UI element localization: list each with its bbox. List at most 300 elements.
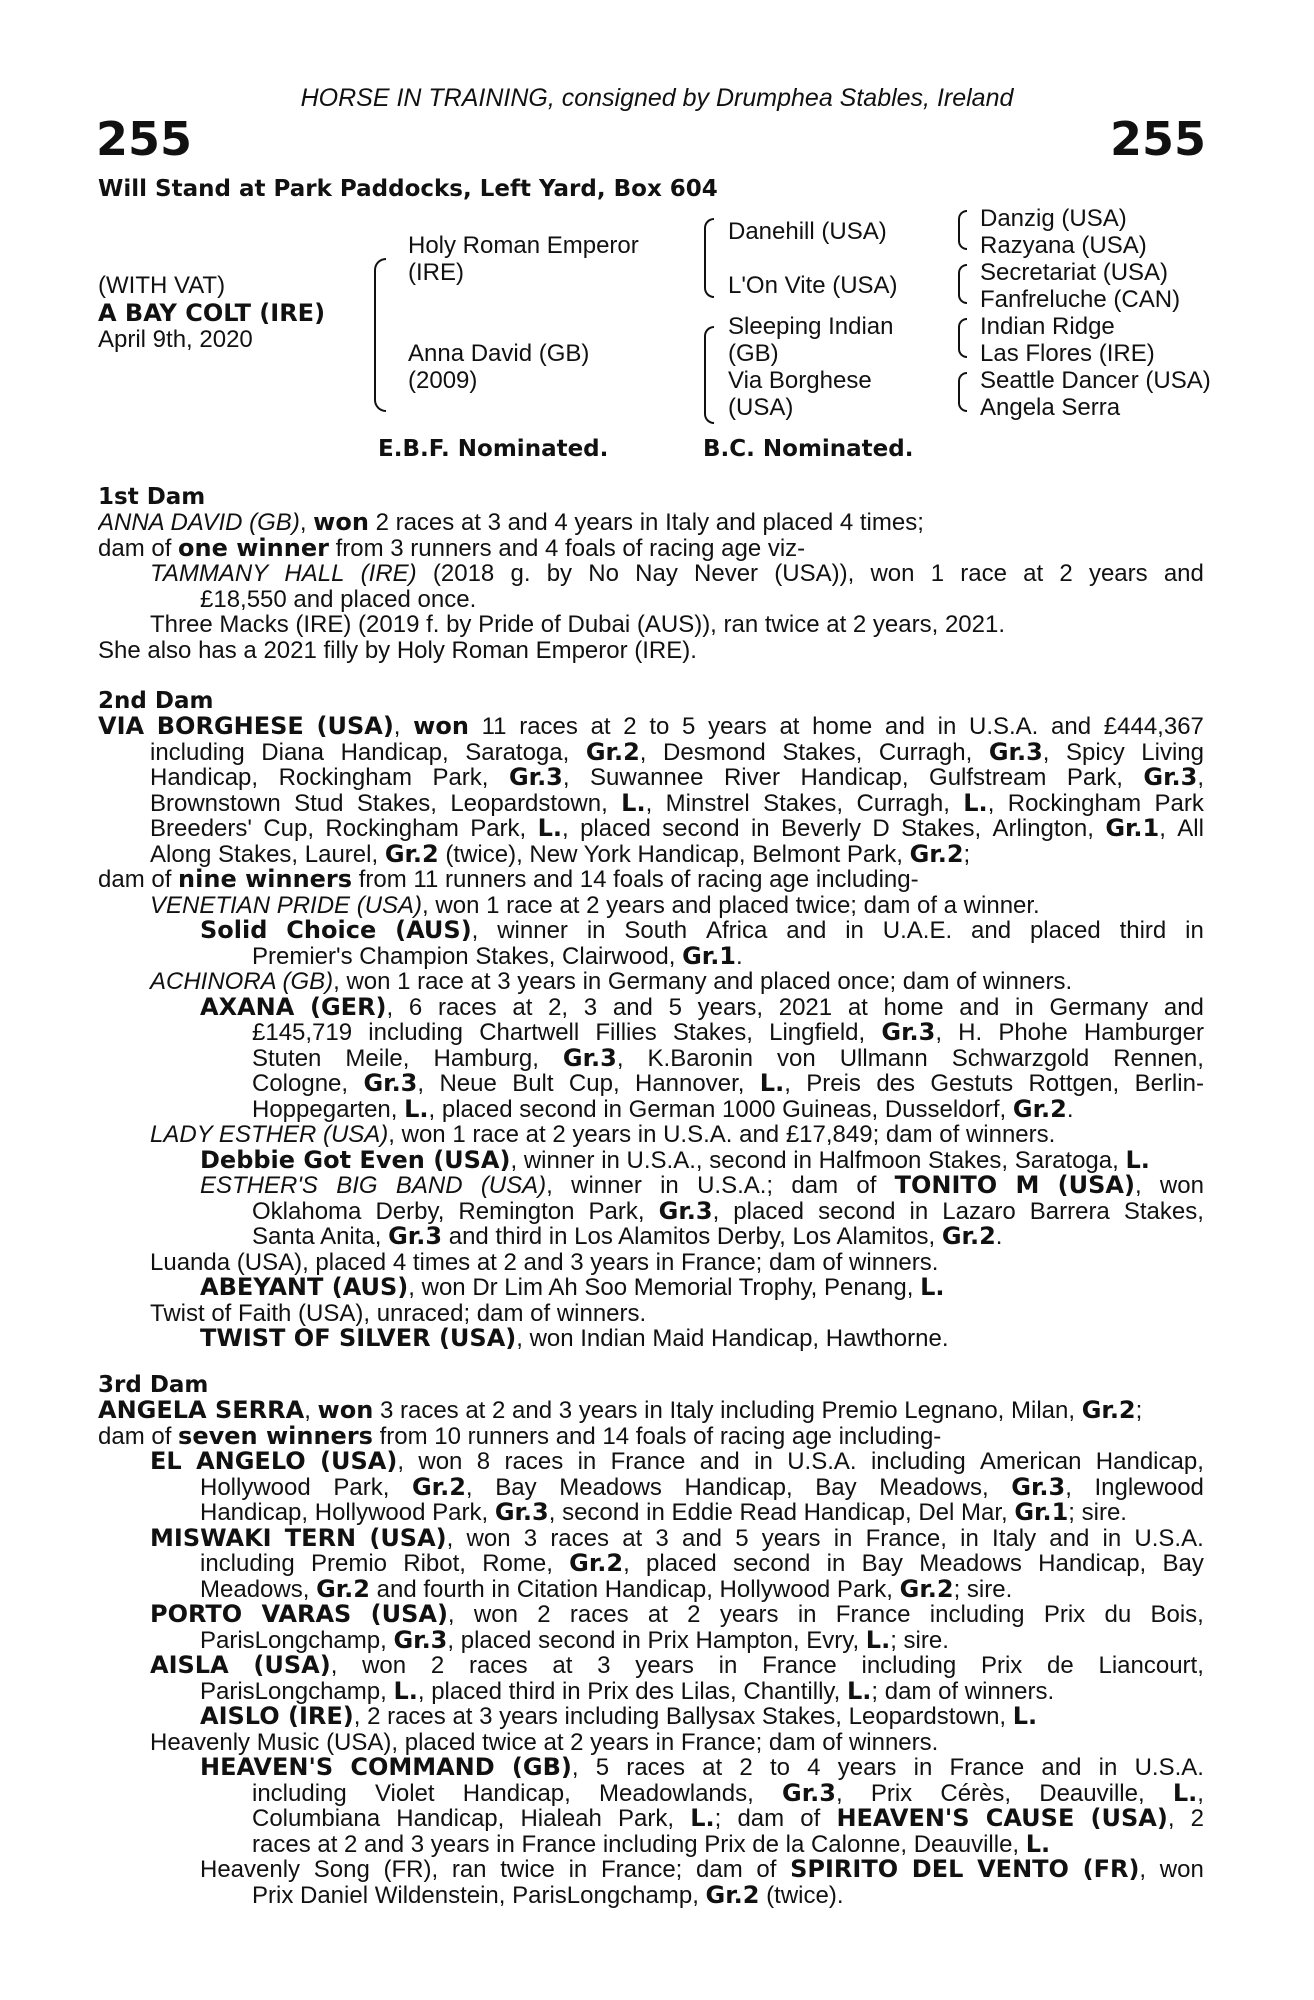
text-segment: (twice).	[759, 1882, 844, 1908]
text-segment: Premier's Champion Stakes, Clairwood,	[252, 943, 683, 969]
bold-text: TWIST OF SILVER (USA)	[200, 1326, 517, 1352]
entry-line	[98, 1628, 1204, 1654]
word-group	[1058, 1173, 1142, 1199]
text-segment: Preis	[806, 1071, 861, 1097]
dam-name: Anna David (GB) (2009)	[408, 340, 590, 394]
entry-line	[98, 1551, 1204, 1577]
entry-line	[98, 1301, 1204, 1327]
text-segment: Handicap,	[462, 1780, 571, 1806]
bold-text: Gr.2	[411, 1474, 466, 1500]
text-segment: won	[870, 561, 915, 587]
text-segment: ,	[1167, 1806, 1175, 1832]
bold-text: M	[1015, 1173, 1040, 1199]
text-segment: and	[959, 994, 1000, 1020]
text-segment: 2	[623, 714, 637, 740]
word-group	[538, 816, 569, 842]
text-segment: Park,	[618, 1806, 675, 1832]
text-segment: including	[150, 739, 245, 765]
text-segment: Stakes,	[782, 739, 863, 765]
text-segment: ,	[1159, 816, 1166, 842]
bold-text: COMMAND	[350, 1755, 495, 1781]
entry-line	[98, 536, 1204, 562]
bold-text: VENTO	[977, 1857, 1069, 1883]
text-segment: Ullmann	[839, 1045, 928, 1071]
lot-number-right: 255	[1109, 112, 1206, 166]
text-segment: ,	[1134, 1173, 1142, 1199]
text-segment: Handicap,	[340, 739, 449, 765]
text-segment: U.S.A.	[787, 1449, 857, 1475]
word-group	[1105, 816, 1166, 842]
text-segment: Berlin-	[1134, 1071, 1204, 1097]
granddam-maternal: Via Borghese (USA)	[728, 367, 872, 421]
bold-text: (USA)	[320, 1449, 398, 1475]
text-segment: 1	[930, 561, 945, 587]
text-segment: Park,	[432, 765, 489, 791]
text-segment: ,	[1197, 765, 1204, 791]
bold-text: L.	[865, 1627, 891, 1653]
text-segment: South	[624, 918, 688, 944]
text-segment: winner	[571, 1173, 642, 1199]
text-segment: ,	[1065, 1474, 1072, 1500]
ebf-nomination: E.B.F. Nominated.	[378, 436, 609, 462]
text-segment: Remington	[458, 1198, 575, 1224]
grandsire-maternal: Sleeping Indian (GB)	[728, 313, 894, 367]
text-segment: 2	[1190, 1806, 1204, 1832]
text-segment: ; sire.	[953, 1576, 1013, 1602]
text-segment: Meadows	[919, 1551, 1022, 1577]
bold-text: L.	[393, 1678, 418, 1704]
sire-name: Holy Roman Emperor (IRE)	[408, 232, 639, 286]
text-segment: Nay	[635, 561, 678, 587]
text-segment: Chartwell	[479, 1020, 580, 1046]
text-segment: races at 2 and 3 years in France including Prix de la Calonne, Deauville,	[252, 1831, 1026, 1857]
text-segment: 2 races at 3 and 4 years in Italy and placed 4 times;	[368, 510, 924, 536]
text-segment: in	[718, 1653, 738, 1679]
text-segment: Heavenly	[200, 1857, 301, 1883]
bold-text: Gr.3	[782, 1780, 836, 1806]
text-segment: 4	[807, 1755, 821, 1781]
entry-line	[98, 612, 1204, 638]
text-segment: Beverly	[781, 816, 862, 842]
text-segment: Santa Anita,	[252, 1224, 389, 1250]
bold-text: Gr.2	[705, 1882, 760, 1908]
pedigree-bracket-via-borghese	[958, 372, 967, 412]
entry-line	[98, 944, 1204, 970]
word-group	[659, 1199, 720, 1225]
text-segment: 3	[597, 1653, 611, 1679]
bold-text: Gr.3	[494, 1500, 549, 1526]
text-segment: Meadows,	[879, 1474, 989, 1500]
entry-line	[98, 1857, 1204, 1883]
text-segment: Hialeah	[520, 1806, 602, 1832]
text-segment: Bay	[861, 1551, 903, 1577]
text-segment: 2,	[548, 994, 569, 1020]
text-segment: Rottgen,	[1028, 1071, 1120, 1097]
text-segment: dam of	[98, 535, 179, 561]
text-segment: All	[1177, 816, 1204, 842]
text-segment: Prix	[870, 1780, 913, 1806]
bold-text: Gr.2	[585, 739, 640, 765]
bold-text: Gr.2	[941, 1224, 996, 1250]
bold-text: L.	[404, 1096, 429, 1122]
text-segment: U.S.A.	[969, 714, 1039, 740]
text-segment: Bois,	[1150, 1602, 1204, 1628]
text-segment: in	[937, 714, 957, 740]
text-segment: second	[662, 816, 740, 842]
text-segment: dam	[791, 1173, 839, 1199]
word-group	[1091, 1806, 1175, 1832]
text-segment: races	[437, 994, 497, 1020]
text-segment: France	[835, 1602, 911, 1628]
grandsire-paternal: Danehill (USA)	[728, 218, 887, 245]
lot-number-left: 255	[96, 112, 193, 166]
bold-text: Solid	[200, 918, 268, 944]
text-segment: Gestuts	[930, 1071, 1014, 1097]
text-segment: in	[660, 1173, 679, 1199]
text-segment: of	[756, 1857, 777, 1883]
text-segment: Bay	[1162, 1551, 1204, 1577]
text-segment: Hollywood	[200, 1474, 311, 1500]
entry-line	[98, 1148, 1204, 1174]
text-segment: in	[960, 1525, 979, 1551]
text-segment: and	[699, 1449, 740, 1475]
text-segment: in	[913, 1755, 933, 1781]
text-segment: ,	[616, 1045, 624, 1071]
text-segment: (twice), New York Handicap, Belmont Park,	[438, 841, 910, 867]
text-segment: Breeders'	[150, 816, 252, 842]
text-segment: Handicap,	[684, 1474, 793, 1500]
text-segment: Leopardstown,	[450, 790, 608, 816]
entry-line	[98, 1449, 1204, 1475]
text-segment: Brownstown	[150, 790, 281, 816]
text-segment: U.A.E.	[882, 918, 953, 944]
entry-line	[98, 1275, 1204, 1301]
text-segment: in	[577, 1449, 597, 1475]
pedigree-bracket-sire-line	[704, 218, 714, 298]
pedigree-bracket-dam-line	[704, 326, 714, 424]
text-segment: Handicap,	[396, 1806, 505, 1832]
text-segment: and	[786, 918, 827, 944]
bc-nomination: B.C. Nominated.	[703, 436, 914, 462]
text-segment: ;	[963, 841, 971, 867]
entry-line	[98, 1071, 1204, 1097]
text-segment: races	[550, 1525, 609, 1551]
text-segment: ,	[1139, 1857, 1147, 1883]
bold-text: TONITO	[894, 1173, 998, 1199]
word-group	[509, 765, 570, 791]
entry-line	[98, 1173, 1204, 1199]
text-segment: ParisLongchamp,	[200, 1627, 394, 1653]
text-segment: at	[590, 714, 611, 740]
entry-line	[98, 714, 1204, 740]
text-segment: , placed second in Prix Hampton, Evry,	[447, 1627, 866, 1653]
text-segment: Bay	[815, 1474, 857, 1500]
text-segment: dam of	[98, 867, 179, 893]
bold-text: (USA)	[370, 1602, 448, 1628]
text-segment: Rennen,	[1113, 1045, 1204, 1071]
text-segment: Barrera	[1029, 1198, 1110, 1224]
bold-text: won	[317, 1398, 374, 1424]
text-segment: Rockingham	[278, 765, 412, 791]
bold-text: (USA)	[1090, 1806, 1168, 1832]
text-segment: 2	[537, 1602, 551, 1628]
text-segment: won	[473, 1602, 518, 1628]
text-segment: in	[909, 1198, 929, 1224]
text-segment: Schwarzgold	[951, 1045, 1090, 1071]
text-segment: placed	[580, 816, 651, 842]
text-segment: , winner in U.S.A., second in Halfmoon Stakes, Saratoga,	[510, 1147, 1126, 1173]
bold-text: L.	[1125, 1147, 1150, 1173]
text-segment: ,	[386, 994, 394, 1020]
text-segment: Ribot,	[403, 1551, 466, 1577]
bold-text: BORGHESE	[156, 714, 304, 740]
word-group	[760, 1071, 791, 1097]
consignment-header: HORSE IN TRAINING, consigned by Drumphea Stables, Ireland	[300, 84, 1014, 112]
text-segment: Violet	[374, 1780, 435, 1806]
text-segment: of	[800, 1806, 821, 1832]
bold-text: (FR)	[1082, 1857, 1140, 1883]
text-segment: 3	[655, 1525, 669, 1551]
text-segment: Italy	[992, 1525, 1037, 1551]
text-segment: ,	[784, 1071, 791, 1097]
text-segment: ,	[562, 816, 569, 842]
text-segment: in	[1098, 1755, 1118, 1781]
text-segment: 5	[735, 1525, 749, 1551]
bold-text: Gr.3	[988, 739, 1043, 765]
text-segment: 5	[682, 714, 696, 740]
italic-text: (USA)	[480, 1173, 547, 1199]
text-segment: (FR),	[383, 1857, 439, 1883]
first-dam-section	[98, 484, 1204, 663]
text-segment: ,	[645, 790, 653, 816]
text-segment: ,	[987, 790, 995, 816]
text-segment: Handicap,	[1095, 1449, 1204, 1475]
text-segment: ,	[299, 510, 314, 536]
text-segment: ,	[446, 1525, 454, 1551]
entry-line	[98, 1577, 1204, 1603]
text-segment: Bult	[512, 1071, 554, 1097]
text-segment: France	[610, 1449, 686, 1475]
text-segment: home	[883, 994, 944, 1020]
text-segment: Handicap, Hollywood Park,	[200, 1500, 495, 1526]
text-segment: by	[546, 561, 573, 587]
text-segment: Cologne,	[252, 1071, 349, 1097]
entry-line	[98, 587, 1204, 613]
text-segment: , won Dr Lim Ah Soo Memorial Trophy, Penang,	[408, 1275, 921, 1301]
text-segment: France	[762, 1653, 837, 1679]
entry-line	[98, 791, 1204, 817]
entry-line	[98, 1653, 1204, 1679]
bold-text: EL	[150, 1449, 182, 1475]
text-segment: Along Stakes, Laurel,	[150, 841, 385, 867]
text-segment: won	[1159, 1857, 1204, 1883]
word-group	[1173, 1781, 1204, 1807]
text-segment: ,	[330, 1653, 338, 1679]
text-segment: 2021	[778, 994, 833, 1020]
bold-text: ANGELA SERRA	[98, 1398, 305, 1424]
text-segment: from 11 runners and 14 foals of racing age including-	[352, 867, 919, 893]
text-segment: third	[1119, 918, 1167, 944]
text-segment: and	[1163, 994, 1204, 1020]
text-segment: second	[818, 1198, 896, 1224]
text-segment: .	[995, 1224, 1003, 1250]
text-segment: 2	[687, 1602, 701, 1628]
text-segment: races	[626, 1755, 685, 1781]
bold-text: (GER)	[310, 994, 387, 1020]
entry-line	[98, 1806, 1204, 1832]
text-segment: in	[568, 1857, 588, 1883]
text-segment: Luanda (USA), placed 4 times at 2 and 3 years in France; dam of winners.	[150, 1249, 939, 1275]
text-segment: Gulfstream	[929, 765, 1047, 791]
italic-text: BAND	[395, 1173, 463, 1199]
text-segment: from 3 runners and 4 foals of racing age viz-	[328, 535, 806, 561]
text-segment: ,	[562, 765, 570, 791]
entry-line	[98, 638, 1204, 664]
word-group	[512, 1755, 579, 1781]
text-segment: won	[362, 1653, 407, 1679]
italic-text: ANNA DAVID (GB)	[98, 510, 300, 536]
text-segment: Liancourt,	[1098, 1653, 1204, 1679]
word-group	[369, 1526, 453, 1552]
bold-text: Gr.2	[909, 841, 964, 867]
text-segment: ,	[447, 1602, 455, 1628]
word-group	[310, 995, 393, 1021]
text-segment: in	[1102, 1525, 1122, 1551]
text-segment: ParisLongchamp,	[200, 1678, 394, 1704]
text-segment: Diana	[261, 739, 325, 765]
text-segment: won	[1159, 1173, 1204, 1199]
text-segment: in	[586, 918, 606, 944]
text-segment: Stakes,	[672, 1020, 753, 1046]
text-segment: dam of	[98, 1423, 179, 1449]
pedigree-gen3: Danzig (USA) Razyana (USA) Secretariat (USA) Fanfreluche (CAN) Indian Ridge Las Flores (IRE) Seattle Dancer (USA) Angela Serra	[980, 205, 1211, 421]
text-segment: Park	[1154, 790, 1204, 816]
text-segment: placed	[1029, 918, 1101, 944]
word-group	[253, 1653, 337, 1679]
text-segment: 2	[1059, 561, 1073, 587]
text-segment: placed	[646, 1551, 717, 1577]
bold-text: one winner	[178, 535, 329, 561]
bold-text: L.	[920, 1275, 945, 1301]
italic-text: TAMMANY	[150, 561, 269, 587]
text-segment: ,	[471, 918, 479, 944]
entry-line	[98, 867, 1204, 893]
text-segment: , won 1 race at 2 years in U.S.A. and £17,849; dam of winners.	[388, 1122, 1056, 1148]
bold-text: Gr.3	[508, 765, 563, 791]
entry-line	[98, 510, 1204, 536]
text-segment: American	[980, 1449, 1082, 1475]
entry-line	[98, 1398, 1204, 1424]
text-segment: Inglewood	[1094, 1474, 1204, 1500]
text-segment: including	[252, 1780, 347, 1806]
text-segment: Prix	[1043, 1602, 1086, 1628]
text-segment: Neue	[439, 1071, 497, 1097]
bold-text: Gr.3	[562, 1045, 617, 1071]
bold-text: Gr.2	[384, 841, 439, 867]
text-segment: Saratoga,	[465, 739, 570, 765]
text-segment: , 2 races at 3 years including Ballysax Stakes, Leopardstown,	[353, 1704, 1013, 1730]
bold-text: HEAVEN'S	[836, 1806, 970, 1832]
text-segment: g.	[510, 561, 531, 587]
bold-text: AISLA	[150, 1653, 229, 1679]
text-segment: .	[1066, 1096, 1074, 1122]
text-segment: placed	[733, 1198, 805, 1224]
horse-name: A BAY COLT (IRE)	[98, 299, 326, 327]
text-segment: 2	[430, 1653, 445, 1679]
text-segment: in	[754, 1449, 773, 1475]
text-segment: at	[1023, 561, 1044, 587]
entry-line	[98, 1704, 1204, 1730]
text-segment: Stakes,	[1123, 1198, 1204, 1224]
bold-text: SPIRITO	[790, 1857, 899, 1883]
entry-line	[98, 1224, 1204, 1250]
text-segment: Heavenly Music (USA), placed twice at 2 years in France; dam of winners.	[150, 1729, 939, 1755]
text-segment: Arlington,	[992, 816, 1094, 842]
text-segment: at	[702, 1755, 723, 1781]
text-segment: Hamburger	[1083, 1020, 1204, 1046]
text-segment: Meile,	[345, 1045, 410, 1071]
text-segment: Handicap,	[150, 765, 259, 791]
text-segment: Stakes,	[763, 790, 844, 816]
entry-line	[98, 1883, 1204, 1909]
entry-line	[98, 765, 1204, 791]
bold-text: L.	[690, 1806, 715, 1832]
entry-line	[98, 740, 1204, 766]
text-segment: including	[368, 1020, 464, 1046]
text-segment: races	[504, 1449, 564, 1475]
second-dam-section	[98, 688, 1204, 1352]
bold-text: L.	[621, 790, 646, 816]
text-segment: years	[761, 1525, 821, 1551]
entry-line	[98, 842, 1204, 868]
first-dam-heading: 1st Dam	[98, 484, 206, 510]
bold-text: won	[413, 714, 469, 740]
text-segment: in	[797, 1602, 817, 1628]
text-segment: ;	[1135, 1398, 1143, 1424]
bold-text: Gr.3	[388, 1224, 443, 1250]
text-segment: including	[861, 1653, 957, 1679]
text-segment: ,	[417, 1071, 425, 1097]
text-segment: Oklahoma	[252, 1198, 362, 1224]
word-group	[586, 740, 647, 766]
text-segment: , placed second in German 1000 Guineas, Dusseldorf,	[428, 1096, 1013, 1122]
text-segment: in	[1185, 918, 1204, 944]
text-segment: Desmond	[663, 739, 766, 765]
text-segment: ,	[639, 739, 647, 765]
text-segment: Rome,	[482, 1551, 553, 1577]
vat-note: (WITH VAT)	[98, 272, 226, 299]
text-segment: 3	[523, 1525, 538, 1551]
text-segment: ,	[1197, 1780, 1204, 1806]
word-group	[690, 1806, 721, 1832]
entry-line	[98, 995, 1204, 1021]
text-segment: Bay	[495, 1474, 537, 1500]
text-segment: , won 1 race at 3 years in Germany and placed once; dam of winners.	[333, 969, 1073, 995]
bold-text: AISLO (IRE)	[200, 1704, 354, 1730]
word-group	[621, 791, 652, 817]
text-segment: ,	[571, 1755, 579, 1781]
entry-line	[98, 1832, 1204, 1858]
text-segment: years	[719, 1602, 779, 1628]
text-segment: winner	[497, 918, 568, 944]
text-segment: and	[612, 994, 653, 1020]
bold-text: DEL	[911, 1857, 964, 1883]
text-segment: at	[847, 994, 868, 1020]
entry-line	[98, 1500, 1204, 1526]
text-segment: Fillies	[595, 1020, 657, 1046]
text-segment: U.S.A.	[1134, 1755, 1204, 1781]
text-segment: (USA)),	[774, 561, 855, 587]
